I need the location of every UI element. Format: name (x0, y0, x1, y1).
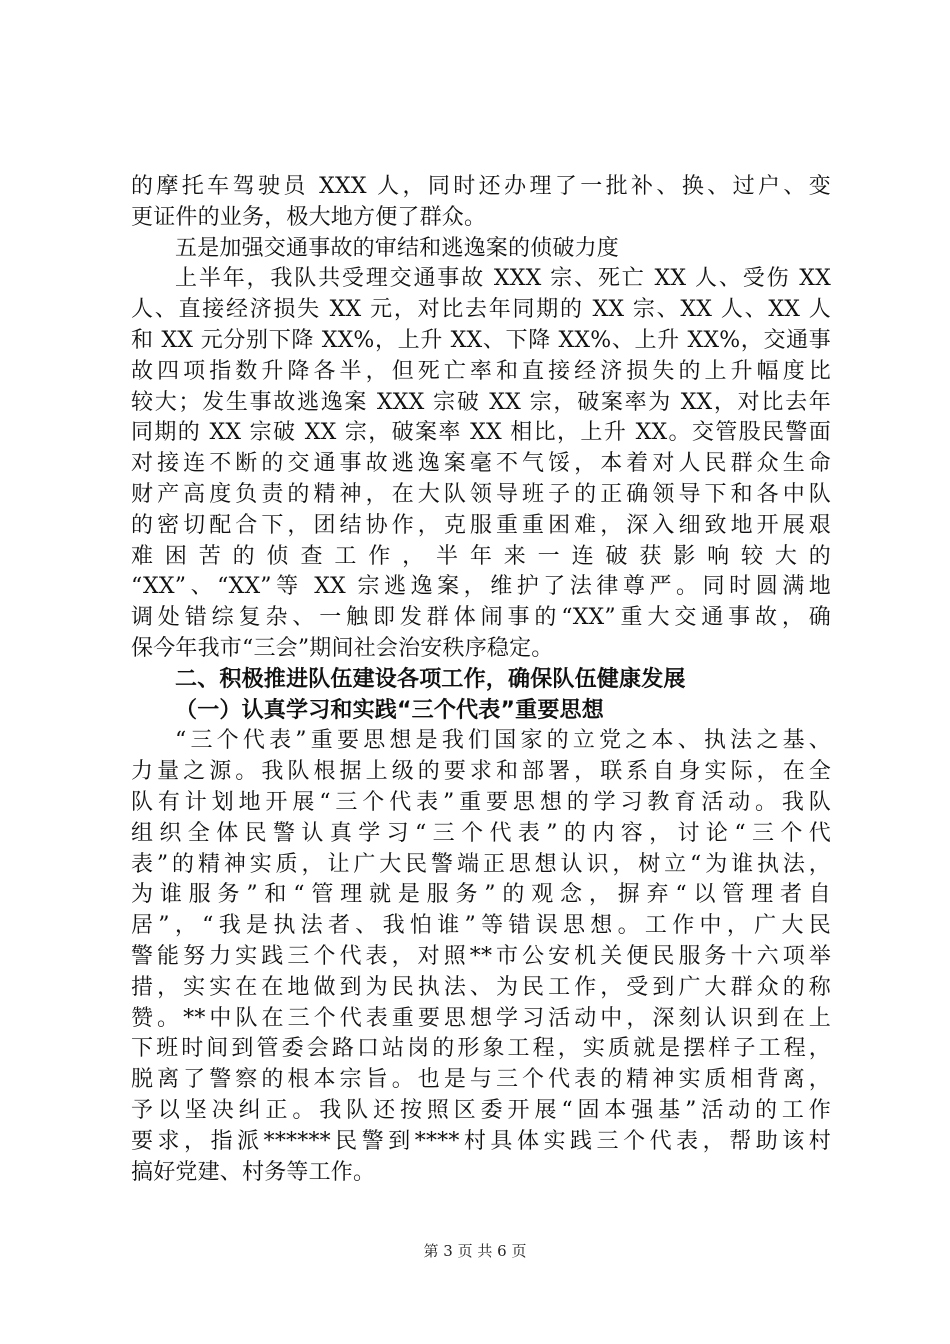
text-line: 财产高度负责的精神，在大队领导班子的正确领导下和各中队 (131, 481, 831, 507)
text-line: 对接连不断的交通事故逃逸案毫不气馁，本着对人民群众生命 (131, 451, 831, 477)
text-line: 队有计划地开展“三个代表”重要思想的学习教育活动。我队 (131, 789, 831, 815)
text-line: 赞。**中队在三个代表重要思想学习活动中，深刻认识到在上 (131, 1005, 831, 1031)
text-line: “XX”、“XX”等 XX 宗逃逸案，维护了法律尊严。同时圆满地 (131, 574, 831, 600)
text-line: 表”的精神实质，让广大民警端正思想认识，树立“为谁执法， (131, 851, 831, 877)
text-line: 的摩托车驾驶员 XXX 人，同时还办理了一批补、换、过户、变 (131, 174, 831, 199)
text-line: 难困苦的侦查工作，半年来一连破获影响较大的 (131, 543, 831, 569)
text-line: 搞好党建、村务等工作。 (131, 1159, 376, 1185)
text-line: 的密切配合下，团结协作，克服重重困难，深入细致地开展艰 (131, 512, 831, 538)
text-line: 较大；发生事故逃逸案 XXX 宗破 XX 宗，破案率为 XX，对比去年 (131, 389, 831, 415)
text-line: 故四项指数升降各半，但死亡率和直接经济损失的上升幅度比 (131, 358, 831, 384)
text-line: 居”，“我是执法者、我怕谁”等错误思想。工作中，广大民 (131, 913, 831, 939)
text-line: 组织全体民警认真学习“三个代表”的内容，讨论“三个代 (131, 820, 831, 846)
text-line: 为谁服务”和“管理就是服务”的观念，摒弃“以管理者自 (131, 882, 831, 908)
text-line: 五是加强交通事故的审结和逃逸案的侦破力度 (175, 235, 620, 261)
text-line: 措，实实在在地做到为民执法、为民工作，受到广大群众的称 (131, 974, 831, 1000)
text-line: 人、直接经济损失 XX 元，对比去年同期的 XX 宗、XX 人、XX 人 (131, 297, 831, 323)
text-line: 和 XX 元分别下降 XX%，上升 XX、下降 XX%、上升 XX%，交通事 (131, 327, 831, 353)
text-line: 力量之源。我队根据上级的要求和部署，联系自身实际，在全 (131, 759, 831, 785)
text-line: “三个代表”重要思想是我们国家的立党之本、执法之基、 (175, 728, 831, 754)
text-line: 更证件的业务，极大地方便了群众。 (131, 204, 487, 230)
text-line: 同期的 XX 宗破 XX 宗，破案率 XX 相比，上升 XX。交管股民警面 (131, 420, 831, 446)
text-line: 脱离了警察的根本宗旨。也是与三个代表的精神实质相背离， (131, 1067, 831, 1093)
text-line: 下班时间到管委会路口站岗的形象工程，实质就是摆样子工程， (131, 1036, 831, 1062)
page-number-label: 第 3 页 共 6 页 (423, 1242, 527, 1260)
document-body (131, 172, 831, 1188)
text-line: 调处错综复杂、一触即发群体闹事的“XX”重大交通事故，确 (131, 605, 831, 631)
text-line: 上半年，我队共受理交通事故 XXX 宗、死亡 XX 人、受伤 XX (175, 266, 831, 292)
text-line: 予以坚决纠正。我队还按照区委开展“固本强基”活动的工作 (131, 1097, 831, 1123)
section-heading: 二、积极推进队伍建设各项工作，确保队伍健康发展 (175, 666, 686, 692)
text-line: 警能努力实践三个代表，对照**市公安机关便民服务十六项举 (131, 943, 831, 969)
section-heading: （一）认真学习和实践“三个代表”重要思想 (175, 697, 604, 723)
page-footer (0, 1240, 950, 1261)
text-line: 保今年我市“三会”期间社会治安秩序稳定。 (131, 635, 554, 661)
text-line: 要求，指派******民警到****村具体实践三个代表，帮助该村 (131, 1128, 831, 1154)
